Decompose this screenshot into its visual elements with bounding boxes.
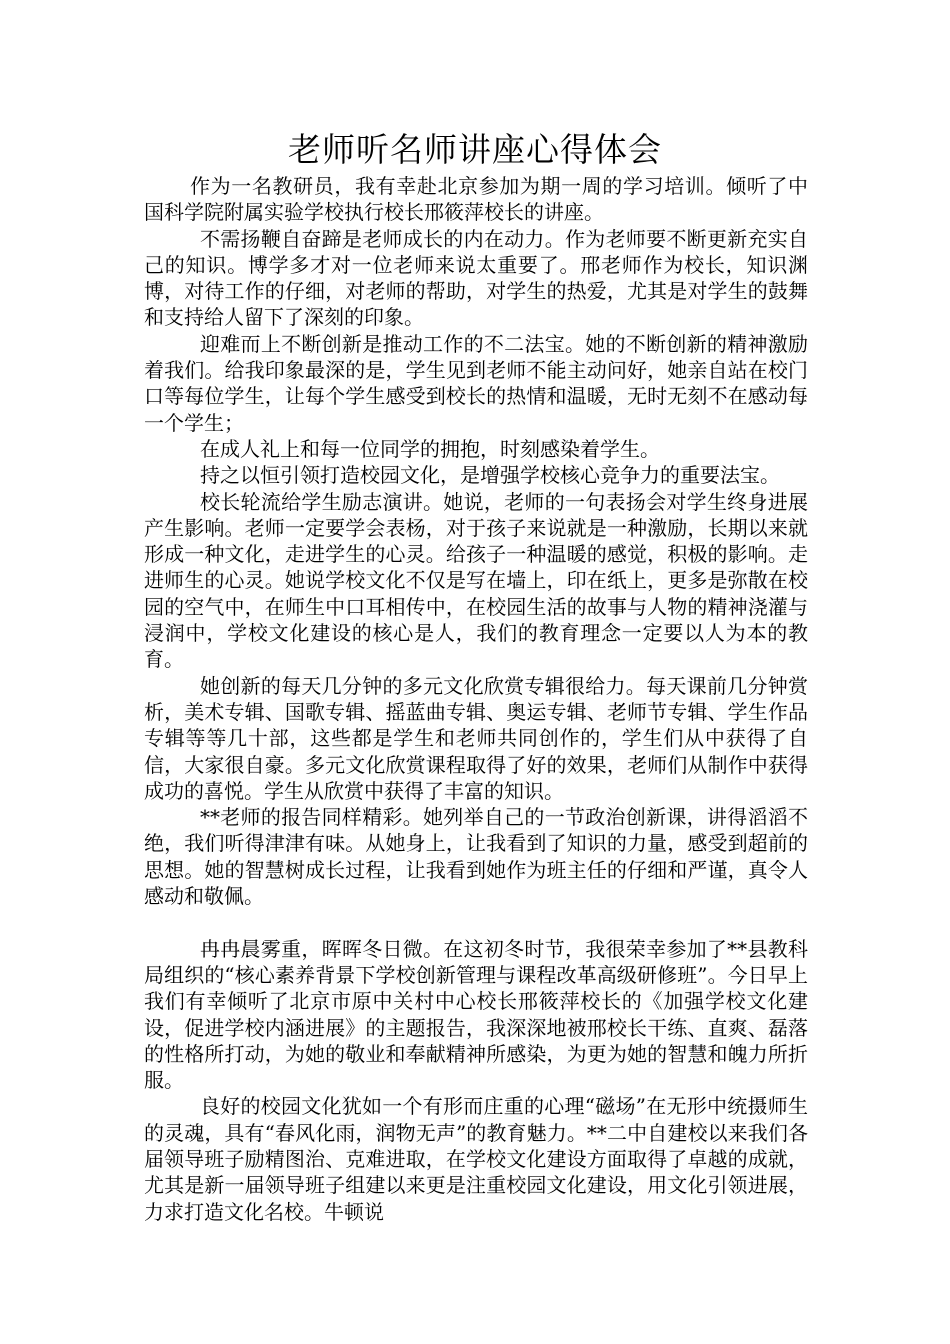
paragraph: 在成人礼上和每一位同学的拥抱，时刻感染着学生。 [200, 436, 660, 461]
paragraph: 冉冉晨雾重，晖晖冬日微。在这初冬时节，我很荣幸参加了**县教科局组织的“核心素养背景下学校创新管理与课程改革高级研修班”。今日早上我们有幸倾听了北京市原中关村中心校长邢筱萍校长的《加强学校文化建设，促进学校内涵进展》的主题报告，我深深地被邢校长干练、直爽、磊落的性格所打动，为她的敬业和奉献精神所感染，为更为她的智慧和魄力所折服。 [144, 936, 808, 1093]
paragraph: 作为一名教研员，我有幸赴北京参加为期一周的学习培训。倾听了中国科学院附属实验学校执行校长邢筱萍校长的讲座。 [144, 174, 808, 225]
paragraph: 校长轮流给学生励志演讲。她说，老师的一句表扬会对学生终身进展产生影响。老师一定要学会表杨，对于孩子来说就是一种激励，长期以来就形成一种文化，走进学生的心灵。给孩子一种温暖的感觉，积极的影响。走进师生的心灵。她说学校文化不仅是写在墙上，印在纸上，更多是弥散在校园的空气中，在师生中口耳相传中，在校园生活的故事与人物的精神浇灌与浸润中，学校文化建设的核心是人，我们的教育理念一定要以人为本的教育。 [144, 489, 808, 672]
paragraph: 持之以恒引领打造校园文化，是增强学校核心竞争力的重要法宝。 [200, 463, 780, 488]
document-body [144, 173, 808, 1225]
paragraph: 良好的校园文化犹如一个有形而庄重的心理“磁场”在无形中统摄师生的灵魂，具有“春风化雨，润物无声”的教育魅力。**二中自建校以来我们各届领导班子励精图治、克难进取，在学校文化建设方面取得了卓越的成就，尤其是新一届领导班子组建以来更是注重校园文化建设，用文化引领进展，力求打造文化名校。牛顿说 [144, 1094, 808, 1224]
paragraph: 迎难而上不断创新是推动工作的不二法宝。她的不断创新的精神激励着我们。给我印象最深的是，学生见到老师不能主动问好，她亲自站在校门口等每位学生，让每个学生感受到校长的热情和温暖，无时无刻不在感动每一个学生； [144, 331, 808, 435]
document-title: 老师听名师讲座心得体会 [288, 130, 662, 169]
paragraph: 不需扬鞭自奋蹄是老师成长的内在动力。作为老师要不断更新充实自己的知识。博学多才对一位老师来说太重要了。邢老师作为校长，知识渊博，对待工作的仔细，对老师的帮助，对学生的热爱，尤其是对学生的鼓舞和支持给人留下了深刻的印象。 [144, 226, 808, 330]
paragraph: 她创新的每天几分钟的多元文化欣赏专辑很给力。每天课前几分钟赏析，美术专辑、国歌专辑、摇蓝曲专辑、奥运专辑、老师节专辑、学生作品专辑等等几十部，这些都是学生和老师共同创作的，学生们从中获得了自信，大家很自豪。多元文化欣赏课程取得了好的效果，老师们从制作中获得成功的喜悦。学生从欣赏中获得了丰富的知识。 [144, 673, 808, 803]
paragraph: **老师的报告同样精彩。她列举自己的一节政治创新课，讲得滔滔不绝，我们听得津津有味。从她身上，让我看到了知识的力量，感受到超前的思想。她的智慧树成长过程，让我看到她作为班主任的仔细和严谨，真令人感动和敬佩。 [144, 805, 808, 909]
